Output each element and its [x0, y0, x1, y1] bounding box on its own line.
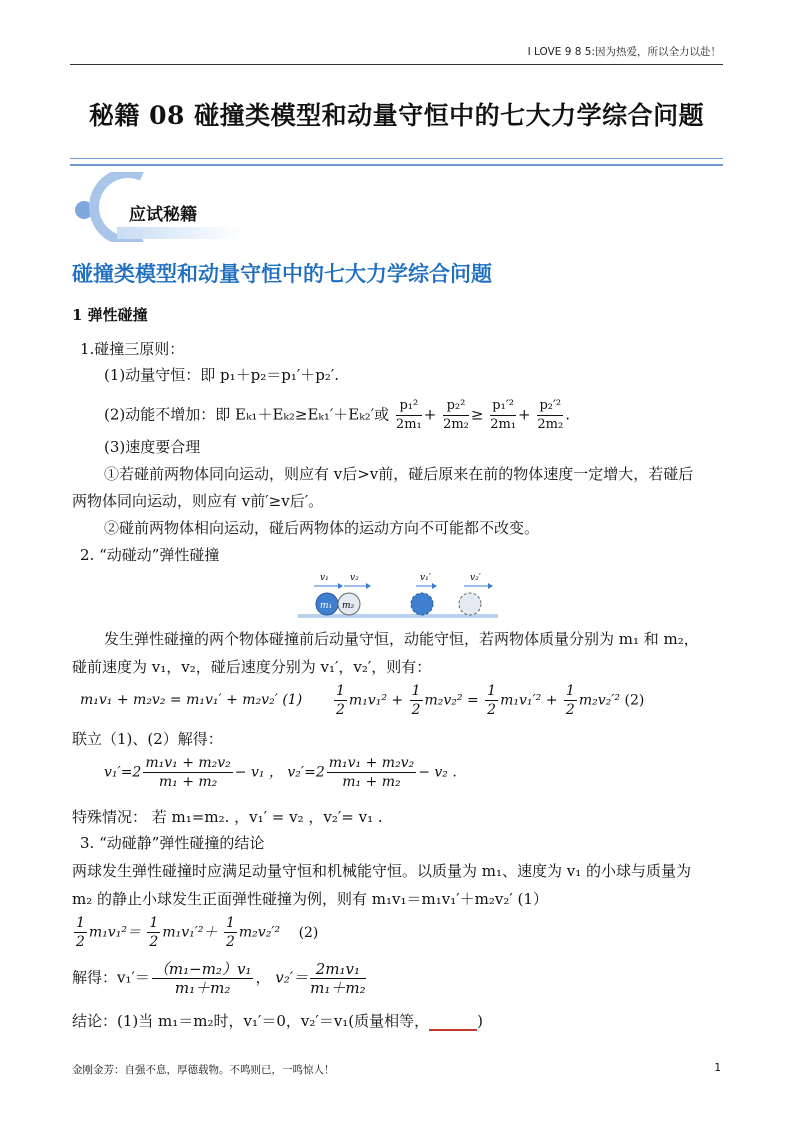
text-line: ②碰前两物体相向运动，碰后两物体的运动方向不可能都不改变。	[104, 519, 540, 537]
text-line: 3. “动碰静”弹性碰撞的结论	[80, 834, 265, 852]
answer-blank[interactable]	[429, 1015, 477, 1031]
header-rule	[70, 64, 723, 65]
text-line: 发生弹性碰撞的两个物体碰撞前后动量守恒，动能守恒，若两物体质量分别为 m₁ 和 m₂，	[104, 630, 699, 648]
text-fragment: 结论：(1)当 m₁＝m₂时，v₁′＝0，v₂′＝v₁(质量相等，	[72, 1012, 430, 1030]
text-line: 两物体同向运动，则应有 v前′≥v后′。	[72, 492, 324, 510]
text-fragment: (2)动能不增加：即 Eₖ₁＋Eₖ₂≥Eₖ₁′＋Eₖ₂′或	[104, 405, 390, 424]
conclusion-line	[72, 1010, 483, 1031]
equation-tag: (2)	[298, 924, 319, 941]
text-line: 特殊情况： 若 m₁=m₂. ，v₁′ = v₂ ，v₂′= v₁ .	[72, 808, 383, 826]
text-fragment: 解得：v₁′＝	[72, 968, 150, 987]
text-line: 2. “动碰动”弹性碰撞	[80, 546, 220, 564]
result-equations: 解得：v₁′＝ $\frac{\text{（m₁−m₂）v₁}}{\text{m₁＋m₂}}$ ， v₂′＝ $\frac{\text{2m₁v₁}}{\text{m₁＋m₂}}$	[72, 960, 366, 997]
equation-energy: $\frac{1}{2}$ m₁v₁² + $\frac{1}{2}$ m₂v₂² = $\frac{1}{2}$ m₁v₁′² + $\frac{1}{2}$ m₂v₂′² (2)	[336, 683, 645, 718]
title-double-rule	[70, 158, 723, 166]
figure-label-v2: v₂	[350, 573, 359, 583]
text-line: 两球发生弹性碰撞时应满足动量守恒和机械能守恒。以质量为 m₁、速度为 v₁ 的小球与质量为	[72, 862, 692, 880]
section-badge: 应试秘籍	[129, 205, 197, 225]
equation-tag: (2)	[624, 692, 645, 709]
energy-equation: $\frac{1}{2}$ m₁v₁²＝ $\frac{1}{2}$ m₁v₁′²＋ $\frac{1}{2}$ m₂v₂′² (2)	[76, 915, 319, 950]
text-line: (1)动量守恒：即 p₁＋p₂＝p₁′＋p₂′.	[104, 366, 340, 384]
figure-label-m2: m₂	[342, 601, 355, 611]
solution-equations: v₁′=2 $\frac{\text{m₁v₁ + m₂v₂}}{\text{m₁ + m₂}}$ − v₁ ， v₂′=2 $\frac{\text{m₁v₁ + m₂v₂}}{\text{m₁ + m₂}}$ − v₂ .	[104, 755, 457, 790]
text-line: ①若碰前两物体同向运动，则应有 v后>v前，碰后原来在前的物体速度一定增大，若碰后	[104, 465, 694, 483]
text-fragment: )	[477, 1012, 484, 1030]
page-number: 1	[714, 1062, 721, 1074]
text-line: m₂ 的静止小球发生正面弹性碰撞为例，则有 m₁v₁＝m₁v₁′＋m₂v₂′ (1）	[72, 890, 548, 908]
section-title: 碰撞类模型和动量守恒中的七大力学综合问题	[72, 261, 492, 286]
figure-label-v2p: v₂′	[470, 573, 481, 583]
page-title: 秘籍 08 碰撞类模型和动量守恒中的七大力学综合问题	[88, 101, 705, 130]
subsection-heading: 1 弹性碰撞	[72, 306, 148, 324]
equation-momentum: m₁v₁ + m₂v₂ = m₁v₁′ + m₂v₂′ (1)	[80, 692, 303, 708]
text-line: 1.碰撞三原则：	[80, 340, 185, 358]
figure-label-v1: v₁	[320, 573, 329, 583]
figure-label-v1p: v₁′	[420, 573, 431, 583]
footer-motto: 金刚金芳：自强不息，厚德载物。不鸣则已，一鸣惊人！	[72, 1064, 335, 1076]
collision-figure	[298, 570, 498, 620]
text-line: 联立（1)、(2）解得：	[72, 730, 223, 748]
kinetic-energy-line: (2)动能不增加：即 Eₖ₁＋Eₖ₂≥Eₖ₁′＋Eₖ₂′或 $\frac{\text{p₁²}}{\text{2m₁}}$ + $\frac{\text{p₂²}}{\text{2m₂}}$ ≥ $\frac{\text{p₁′²}}{\text{2m₁}}$ + $\frac{\text{p₂′²}}{\text{2m₂}}$ .	[104, 398, 570, 432]
text-line: 碰前速度为 v₁，v₂，碰后速度分别为 v₁′，v₂′，则有：	[72, 658, 432, 676]
figure-label-m1: m₁	[320, 601, 333, 611]
text-line: (3)速度要合理	[104, 438, 201, 456]
header-motto: I LOVE 9 8 5:因为热爱，所以全力以赴！	[527, 46, 721, 58]
